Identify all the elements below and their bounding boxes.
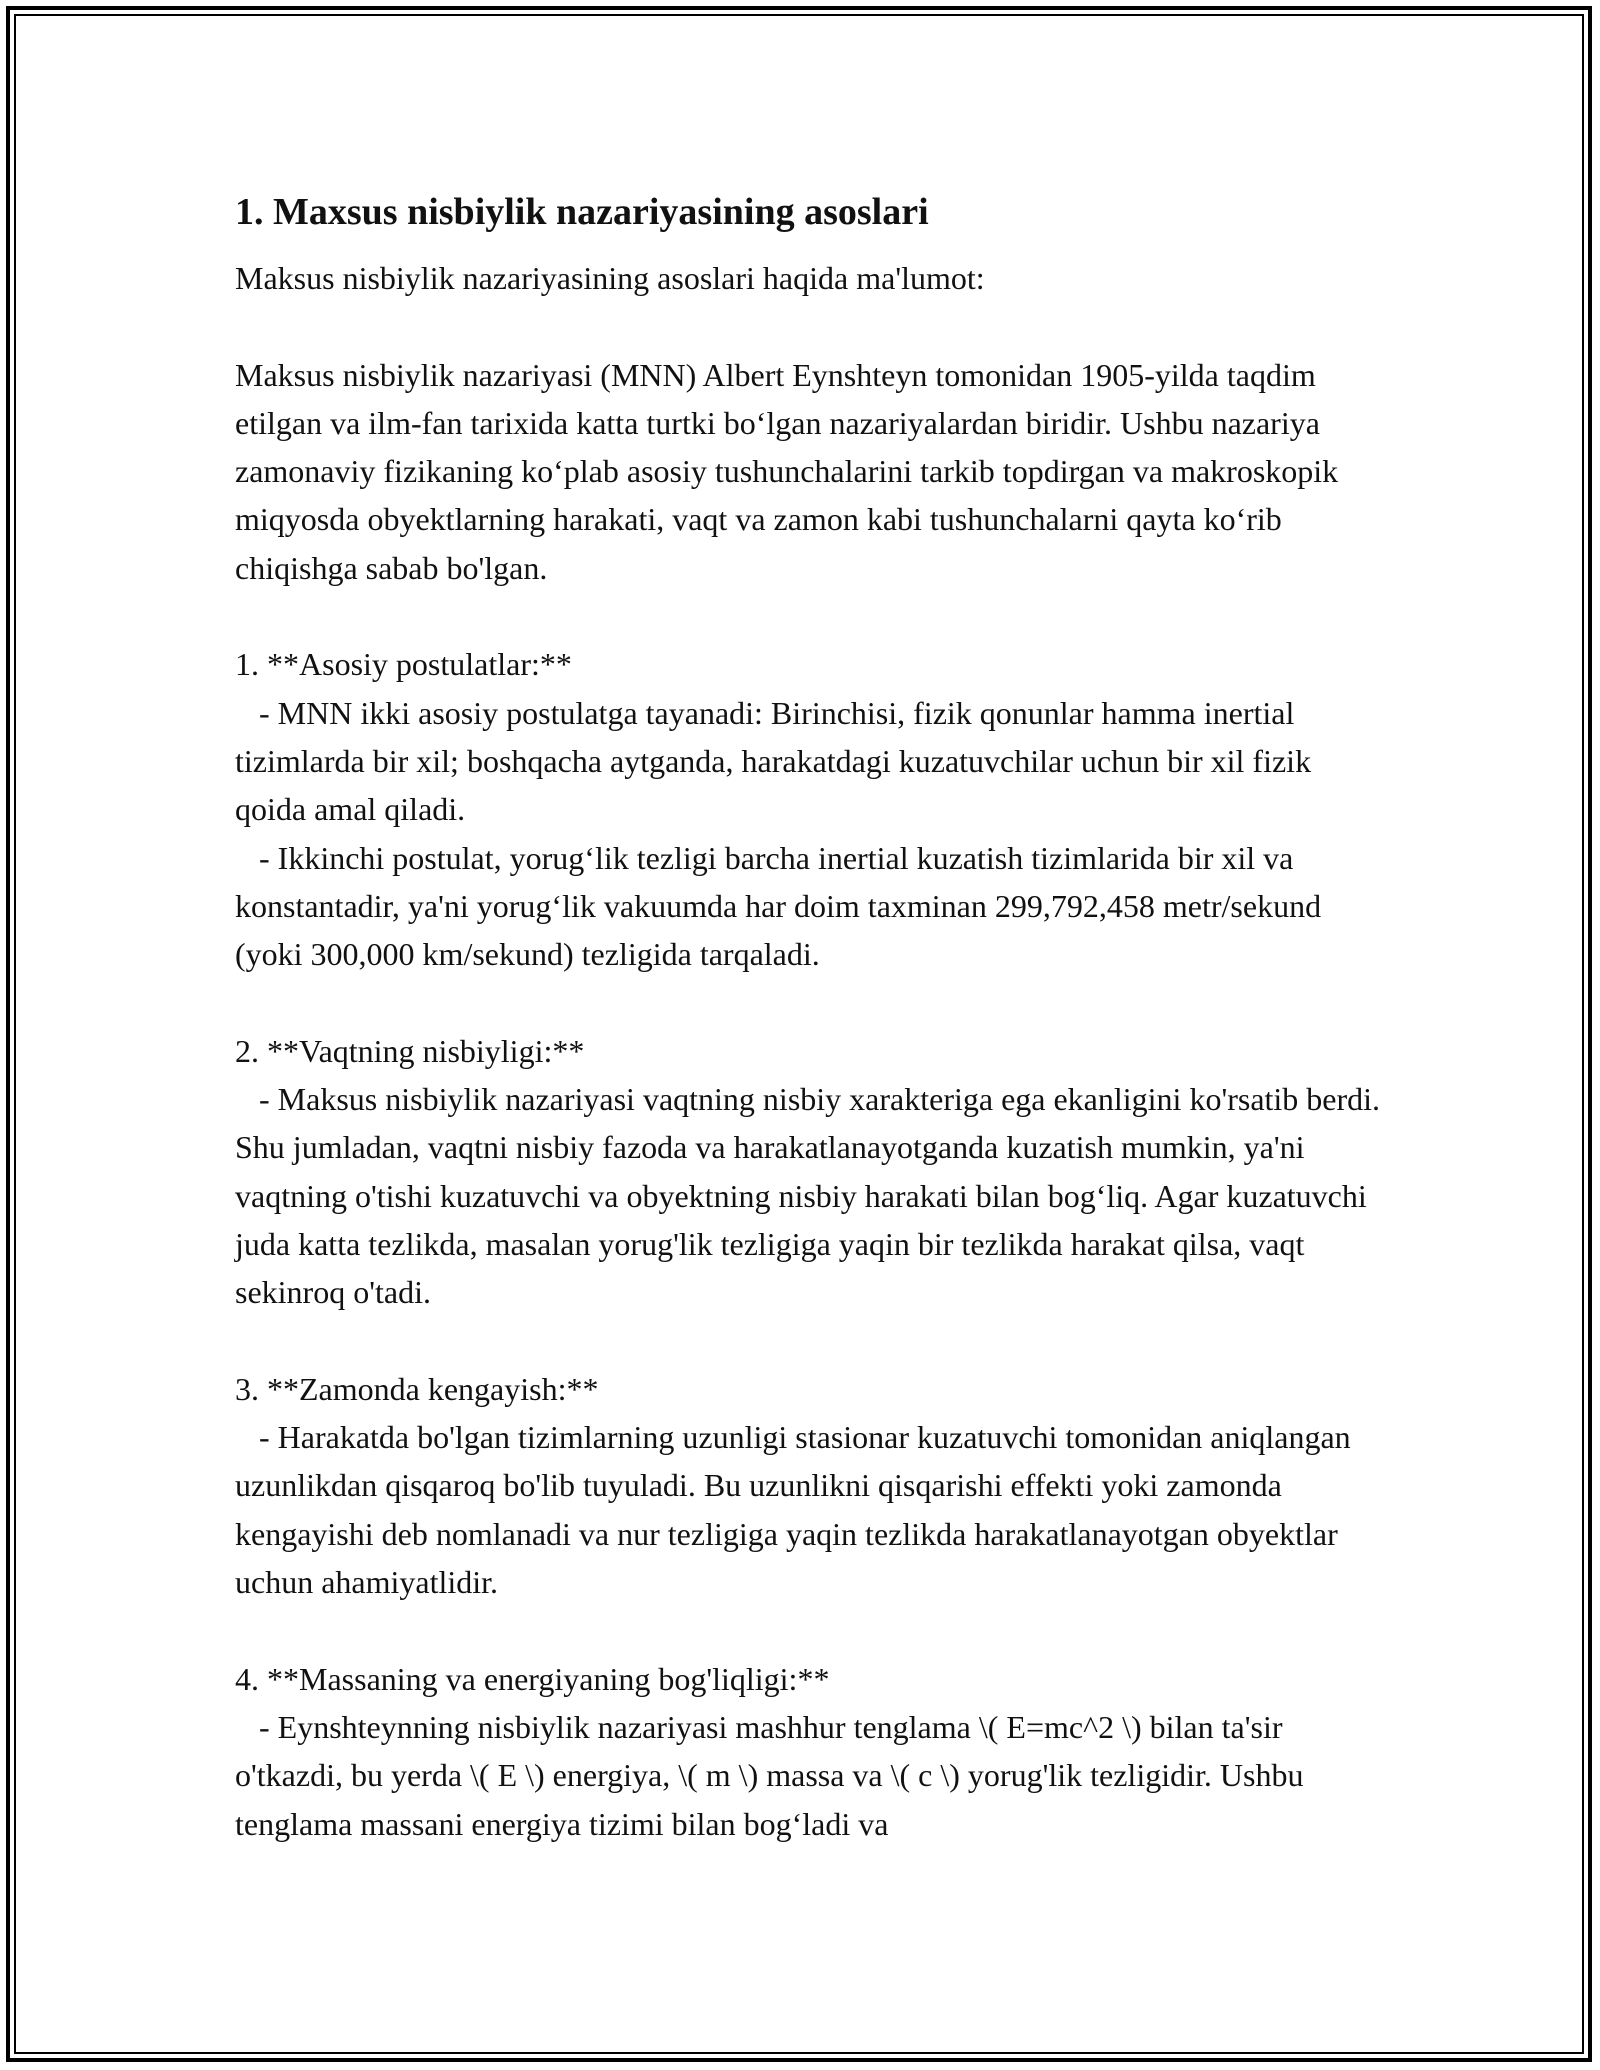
document-body: [235, 186, 1389, 1848]
bullet-item: - Eynshteynning nisbiylik nazariyasi mashhur tenglama \( E=mc^2 \) bilan ta'sir o'tkazdi, bu yerda \( E \) energiya, \( m \) massa va \( c \) yorug'lik tezligidir. Ushbu tenglama massani energiya tizimi bilan bog‘ladi va: [235, 1708, 1312, 1842]
section-heading: 3. **Zamonda kengayish:**: [235, 1370, 599, 1407]
bullet-item: - Maksus nisbiylik nazariyasi vaqtning nisbiy xarakteriga ega ekanligini ko'rsatib berdi. Shu jumladan, vaqtni nisbiy fazoda va harakatlanayotganda kuzatish mumkin, ya'ni vaqtning o'tishi kuzatuvchi va obyektning nisbiy harakati bilan bog‘liq. Agar kuzatuvchi juda katta tezlikda, masalan yorug'lik tezligiga yaqin bir tezlikda harakat qilsa, vaqt sekinroq o'tadi.: [235, 1081, 1389, 1311]
section-mass-energy: [235, 1655, 1385, 1848]
bullet-item: - MNN ikki asosiy postulatga tayanadi: Birinchisi, fizik qonunlar hamma inertial tizimlarda bir xil; boshqacha aytganda, harakatdagi kuzatuvchilar uchun bir xil fizik qoida amal qiladi.: [235, 694, 1320, 828]
section-heading: 4. **Massaning va energiyaning bog'liqligi:**: [235, 1660, 830, 1697]
section-heading: 1. **Asosiy postulatlar:**: [235, 646, 572, 683]
spacer: [235, 592, 1385, 640]
bullet-item: - Harakatda bo'lgan tizimlarning uzunligi stasionar kuzatuvchi tomonidan aniqlangan uzunlikdan qisqaroq bo'lib tuyuladi. Bu uzunlikni qisqarishi effekti yoki zamonda kengayishi deb nomlanadi va nur tezligiga yaqin tezlikda harakatlanayotgan obyektlar uchun ahamiyatlidir.: [235, 1419, 1359, 1601]
section-length-contraction: [235, 1365, 1385, 1606]
spacer: [235, 1606, 1385, 1654]
section-postulates: [235, 640, 1385, 978]
intro-text: Maksus nisbiylik nazariyasining asoslari haqida ma'lumot:: [235, 260, 985, 296]
section-time-relativity: [235, 1027, 1389, 1317]
bullet-item: - Ikkinchi postulat, yorug‘lik tezligi barcha inertial kuzatish tizimlarida bir xil va konstantadir, ya'ni yorug‘lik vakuumda har doim taxminan 299,792,458 metr/sekund (yoki 300,000 km/sekund) tezligida tarqaladi.: [235, 839, 1330, 973]
spacer: [235, 1317, 1385, 1365]
document-title: 1. Maxsus nisbiylik nazariyasining asoslari: [235, 191, 929, 233]
intro-paragraph: Maksus nisbiylik nazariyasi (MNN) Albert Eynshteyn tomonidan 1905-yilda taqdim etilgan va ilm-fan tarixida katta turtki bo‘lgan nazariyalardan biridir. Ushbu nazariya zamonaviy fizikaning ko‘plab asosiy tushunchalarini tarkib topdirgan va makroskopik miqyosda obyektlarning harakati, vaqt va zamon kabi tushunchalarni qayta ko‘rib chiqishga sabab bo'lgan.: [235, 356, 1347, 586]
spacer: [235, 302, 1385, 350]
section-heading: 2. **Vaqtning nisbiyligi:**: [235, 1032, 585, 1069]
spacer: [235, 978, 1385, 1026]
